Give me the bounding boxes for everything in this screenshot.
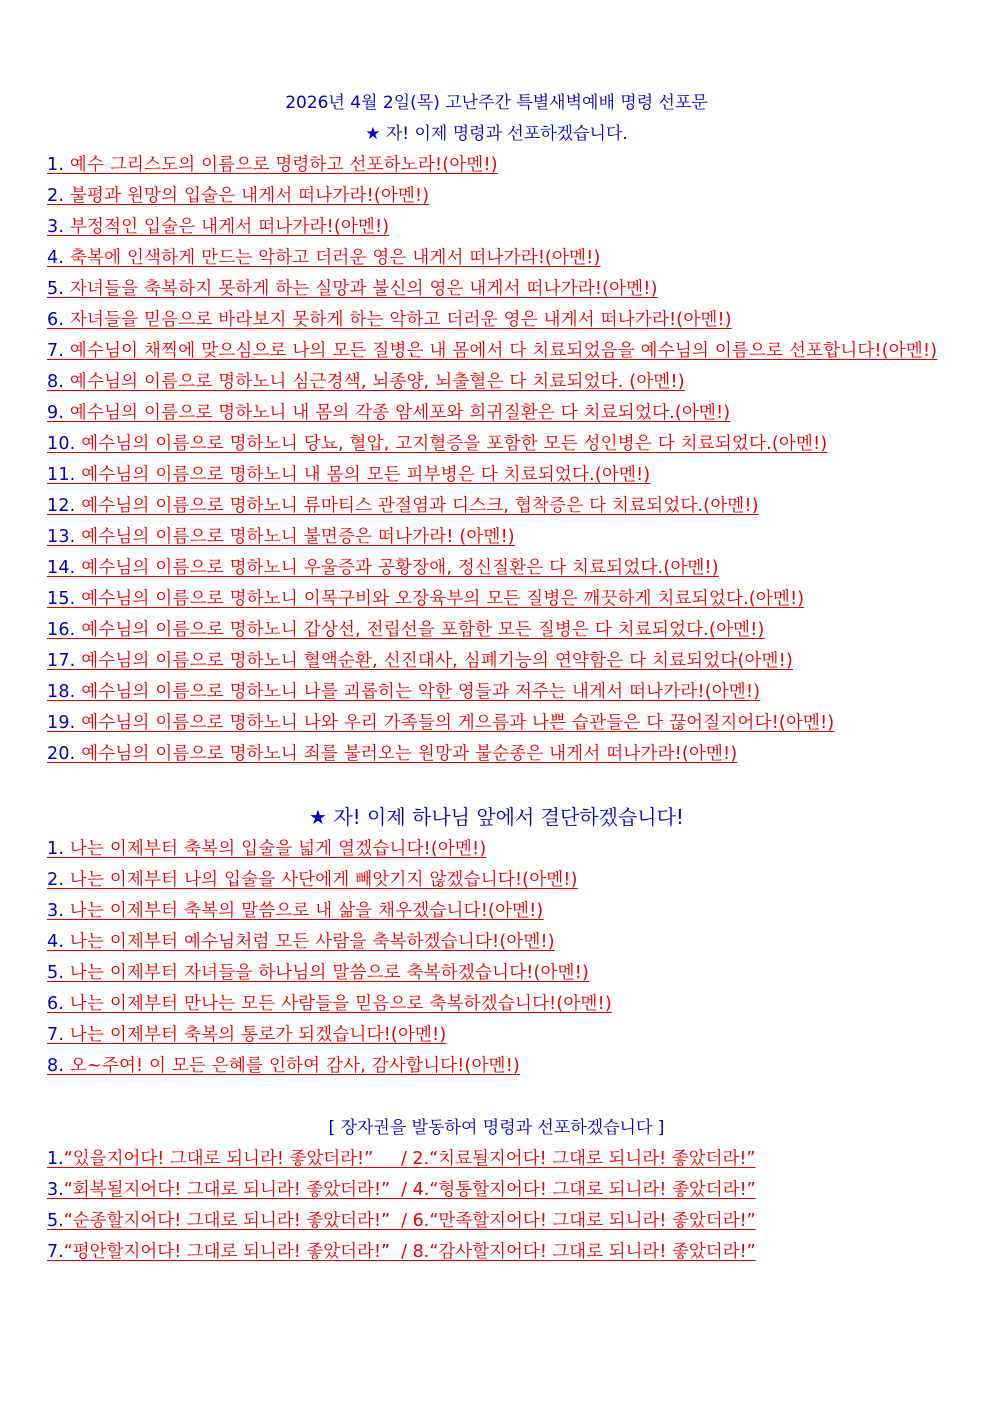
resolution-list	[47, 834, 946, 1082]
command-item	[47, 739, 946, 770]
command-item	[47, 243, 946, 274]
resolution-item	[47, 927, 946, 958]
item-number: 7.	[47, 1025, 65, 1045]
resolution-item	[47, 989, 946, 1020]
birthright-list	[47, 1144, 946, 1268]
item-text: 예수님의 이름으로 명하노니 내 몸의 각종 암세포와 희귀질환은 다 치료되었다.(아멘!)	[64, 403, 731, 423]
item-number: 2.	[47, 186, 65, 206]
item-number: 7.	[47, 341, 65, 361]
birthright-pair	[47, 1237, 946, 1268]
item-number: 7.	[47, 1242, 64, 1262]
item-number: 8.	[47, 372, 65, 392]
item-number: 12.	[47, 496, 76, 516]
resolution-item	[47, 865, 946, 896]
command-item	[47, 305, 946, 336]
item-text: 나는 이제부터 나의 입술을 사단에게 빼앗기지 않겠습니다!(아멘!)	[64, 870, 578, 890]
item-text: 자녀들을 축복하지 못하게 하는 실망과 불신의 영은 내게서 떠나가라!(아멘!)	[64, 279, 658, 299]
command-item	[47, 677, 946, 708]
command-item	[47, 336, 946, 367]
spacer	[47, 770, 946, 801]
birthright-heading: [ 장자권을 발동하여 명령과 선포하겠습니다 ]	[328, 1118, 665, 1138]
item-text: 예수님의 이름으로 명하노니 불면증은 떠나가라! (아멘!)	[75, 527, 515, 547]
resolution-heading-text: 자! 이제 하나님 앞에서 결단하겠습니다!	[326, 805, 684, 829]
item-text: 나는 이제부터 만나는 모든 사람들을 믿음으로 축복하겠습니다!(아멘!)	[64, 994, 612, 1014]
command-item	[47, 367, 946, 398]
item-number: 1.	[47, 839, 65, 859]
item-number: 8.	[47, 1056, 65, 1076]
command-item	[47, 398, 946, 429]
item-number: 9.	[47, 403, 65, 423]
command-item	[47, 150, 946, 181]
command-item	[47, 460, 946, 491]
command-item	[47, 584, 946, 615]
pair-text: “평안할지어다! 그대로 되니라! 좋았더라!” / 8.“감사할지어다! 그대로 되니라! 좋았더라!”	[63, 1242, 756, 1262]
birthright-pair	[47, 1144, 946, 1175]
star-icon: ★	[309, 805, 327, 829]
item-text: 예수님의 이름으로 명하노니 죄를 불러오는 원망과 불순종은 내게서 떠나가라!(아멘!)	[75, 744, 738, 764]
item-text: 예수님의 이름으로 명하노니 갑상선, 전립선을 포함한 모든 질병은 다 치료되었다.(아멘!)	[75, 620, 765, 640]
item-text: 예수님의 이름으로 명하노니 심근경색, 뇌종양, 뇌출혈은 다 치료되었다. (아멘!)	[64, 372, 685, 392]
item-number: 3.	[47, 901, 65, 921]
command-item	[47, 181, 946, 212]
item-text: 예수 그리스도의 이름으로 명령하고 선포하노라!(아멘!)	[64, 155, 498, 175]
item-text: 부정적인 입술은 내게서 떠나가라!(아멘!)	[64, 217, 390, 237]
item-text: 예수님의 이름으로 명하노니 내 몸의 모든 피부병은 다 치료되었다.(아멘!)	[75, 465, 651, 485]
item-number: 11.	[47, 465, 76, 485]
item-text: 예수님의 이름으로 명하노니 우울증과 공황장애, 정신질환은 다 치료되었다.(아멘!)	[75, 558, 719, 578]
document-subtitle: ★ 자! 이제 명령과 선포하겠습니다.	[365, 124, 628, 144]
command-item	[47, 615, 946, 646]
item-text: 축복에 인색하게 만드는 악하고 더러운 영은 내게서 떠나가라!(아멘!)	[64, 248, 601, 268]
item-text: 예수님의 이름으로 명하노니 당뇨, 혈압, 고지혈증을 포함한 모든 성인병은 다 치료되었다.(아멘!)	[75, 434, 828, 454]
resolution-item	[47, 834, 946, 865]
command-item	[47, 708, 946, 739]
command-item	[47, 429, 946, 460]
item-text: 나는 이제부터 축복의 입술을 넓게 열겠습니다!(아멘!)	[64, 839, 487, 859]
command-item	[47, 646, 946, 677]
item-text: 오~주여! 이 모든 은혜를 인하여 감사, 감사합니다!(아멘!)	[64, 1056, 520, 1076]
pair-text: “있을지어다! 그대로 되니라! 좋았더라!” / 2.“치료될지어다! 그대로 되니라! 좋았더라!”	[63, 1149, 756, 1169]
resolution-item	[47, 1020, 946, 1051]
item-number: 5.	[47, 1211, 64, 1231]
item-number: 19.	[47, 713, 76, 733]
pair-text: “회복될지어다! 그대로 되니라! 좋았더라!” / 4.“형통할지어다! 그대로 되니라! 좋았더라!”	[63, 1180, 756, 1200]
item-number: 13.	[47, 527, 76, 547]
spacer	[47, 1082, 946, 1113]
item-number: 18.	[47, 682, 76, 702]
item-number: 1.	[47, 1149, 64, 1169]
command-item	[47, 274, 946, 305]
item-number: 15.	[47, 589, 76, 609]
item-number: 20.	[47, 744, 76, 764]
pair-text: “순종할지어다! 그대로 되니라! 좋았더라!” / 6.“만족할지어다! 그대로 되니라! 좋았더라!”	[63, 1211, 756, 1231]
item-text: 나는 이제부터 예수님처럼 모든 사람을 축복하겠습니다!(아멘!)	[64, 932, 555, 952]
item-text: 예수님이 채찍에 맞으심으로 나의 모든 질병은 내 몸에서 다 치료되었음을 예수님의 이름으로 선포합니다!(아멘!)	[64, 341, 938, 361]
resolution-item	[47, 896, 946, 927]
item-text: 예수님의 이름으로 명하노니 이목구비와 오장육부의 모든 질병은 깨끗하게 치료되었다.(아멘!)	[75, 589, 805, 609]
command-item	[47, 522, 946, 553]
item-text: 나는 이제부터 축복의 통로가 되겠습니다!(아멘!)	[64, 1025, 447, 1045]
item-text: 나는 이제부터 축복의 말씀으로 내 삶을 채우겠습니다!(아멘!)	[64, 901, 544, 921]
item-number: 6.	[47, 310, 65, 330]
item-number: 16.	[47, 620, 76, 640]
command-item	[47, 491, 946, 522]
item-number: 3.	[47, 217, 65, 237]
birthright-pair	[47, 1175, 946, 1206]
item-text: 예수님의 이름으로 명하노니 류마티스 관절염과 디스크, 협착증은 다 치료되었다.(아멘!)	[75, 496, 759, 516]
resolution-item	[47, 1051, 946, 1082]
item-number: 1.	[47, 155, 65, 175]
item-number: 4.	[47, 932, 65, 952]
item-number: 10.	[47, 434, 76, 454]
item-number: 14.	[47, 558, 76, 578]
birthright-pair	[47, 1206, 946, 1237]
item-text: 예수님의 이름으로 명하노니 혈액순환, 신진대사, 심폐기능의 연약함은 다 치료되었다(아멘!)	[75, 651, 793, 671]
item-number: 3.	[47, 1180, 64, 1200]
resolution-item	[47, 958, 946, 989]
document-title: 2026년 4월 2일(목) 고난주간 특별새벽예배 명령 선포문	[285, 93, 708, 113]
item-number: 6.	[47, 994, 65, 1014]
item-text: 불평과 원망의 입술은 내게서 떠나가라!(아멘!)	[64, 186, 430, 206]
resolution-heading	[47, 801, 946, 834]
item-number: 4.	[47, 248, 65, 268]
item-text: 예수님의 이름으로 명하노니 나와 우리 가족들의 게으름과 나쁜 습관들은 다 끊어질지어다!(아멘!)	[75, 713, 835, 733]
item-text: 자녀들을 믿음으로 바라보지 못하게 하는 악하고 더러운 영은 내게서 떠나가라!(아멘!)	[64, 310, 732, 330]
command-list	[47, 150, 946, 770]
command-item	[47, 553, 946, 584]
item-text: 예수님의 이름으로 명하노니 나를 괴롭히는 악한 영들과 저주는 내게서 떠나가라!(아멘!)	[75, 682, 761, 702]
item-number: 5.	[47, 279, 65, 299]
item-number: 2.	[47, 870, 65, 890]
item-number: 5.	[47, 963, 65, 983]
command-item	[47, 212, 946, 243]
item-text: 나는 이제부터 자녀들을 하나님의 말씀으로 축복하겠습니다!(아멘!)	[64, 963, 590, 983]
item-number: 17.	[47, 651, 76, 671]
